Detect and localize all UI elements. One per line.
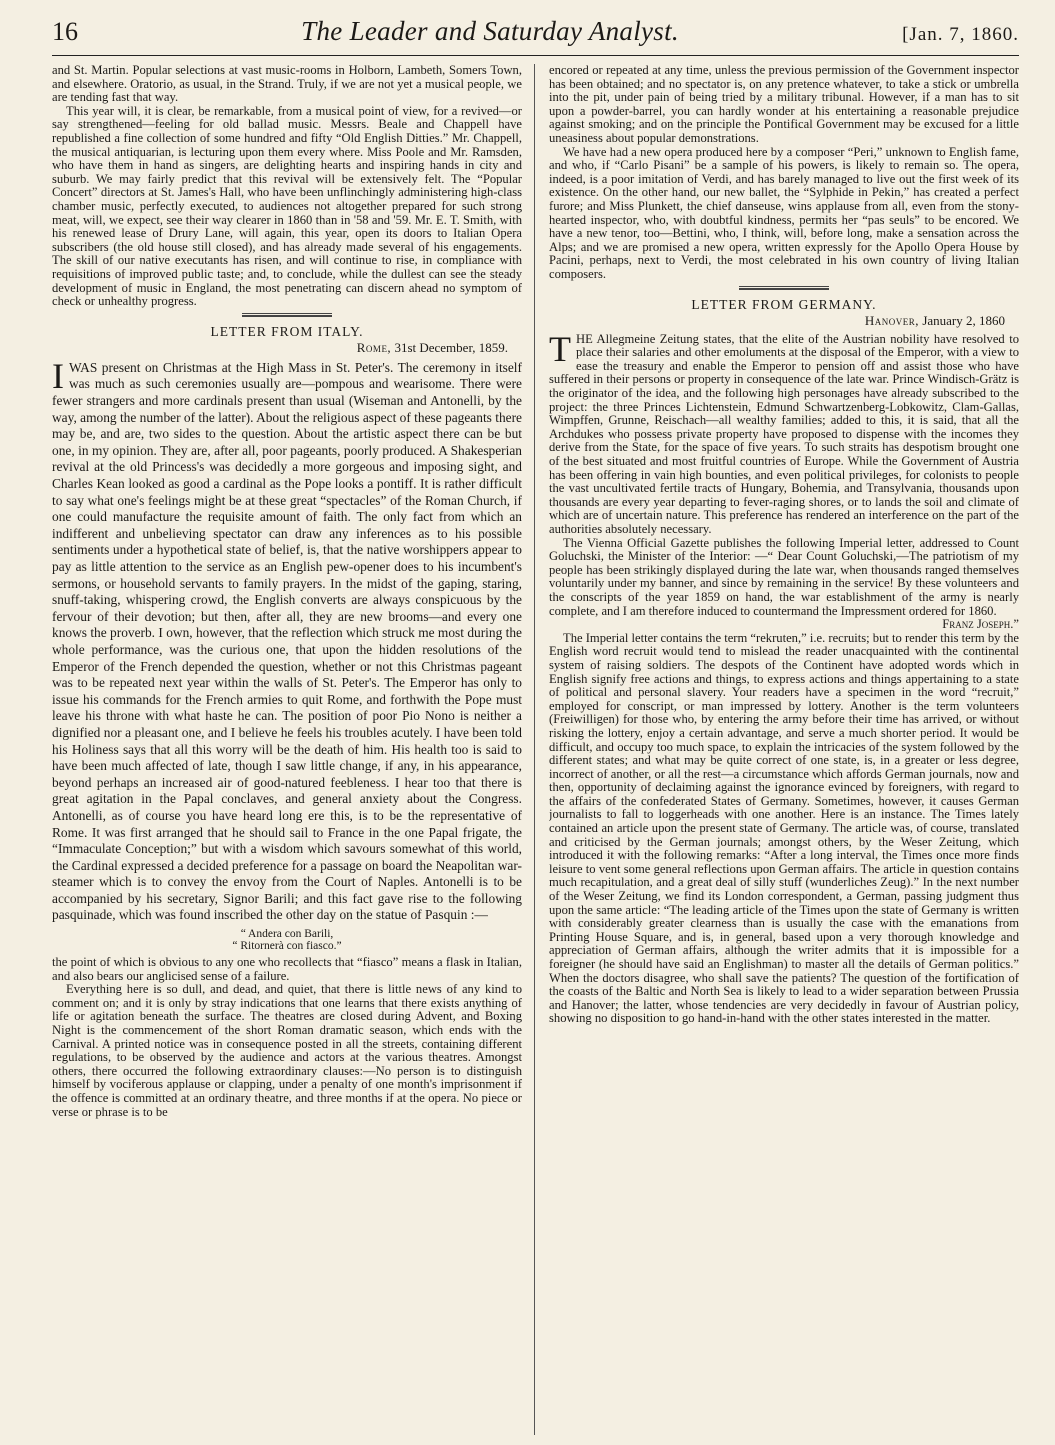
section-divider (739, 286, 829, 287)
italy-continued-paragraph: We have had a new opera produced here by a composer “Peri,” unknown to English fame, and who, if “Carlo Pisani” be a sample of his powers, is likely to remain so. The opera, indeed, is a poor imitation of Verdi, and has barely managed to live out the first week of its existence. On the other hand, our new ballet, the “Sylphide in Pekin,” has created a perfect furore; and Miss Plunkett, the chief danseuse, wins applause from all, even from the stony-hearted inspector, who, with doubtful kindness, permits her “pas seuls” to be encored. We have a new tenor, too—Bettini, who, I think, will, before long, make a sensation across the Alps; and we are promised a new opera, written expressly for the Apollo Opera House by Pacini, perhaps, next to Verdi, the most celebrated in his own country of living Italian composers. (549, 144, 1019, 281)
germany-paragraph: The Vienna Official Gazette publishes the following Imperial letter, addressed to Count Goluchski, the Minister of the Interior: —“ Dear Count Goluchski,—The patriotism of my people has been strikingly displayed during the late war, when thousands ranged themselves voluntarily under my banner, and since by remaining in the service! By these volunteers and the conscripts of the year 1859 on hand, the war establishment of the army is nearly complete, and I am therefore induced to countermand the Impressment ordered for 1860. (549, 535, 1019, 618)
right-column (549, 64, 1019, 1435)
verse-line: “ Andera con Barili, (240, 928, 334, 941)
italy-paragraph (52, 355, 522, 924)
pasquinade-verse (52, 928, 522, 952)
italy-paragraph-text: WAS present on Christmas at the High Mass in St. Peter's. The ceremony in itself was much as such ceremonies usually are—pompous and wearisome. There were fewer strangers and more cardinals present than usual (Wiseman and Antonelli, by the way, among the number of the latter). About the religious aspect of these pageants there may be, and are, two sides to the question. About the artistic aspect there can be but one, in my opinion. They are, after all, poor pageants, poorly produced. A Shakesperian revival at the old Princess's was decidedly a more gorgeous and imposing sight, and Charles Kean looked as good a cardinal as the Pope looks a pontiff. It is rather difficult to say what one's feelings might be at these great “spectacles” of the Roman Church, if one could manufacture the requisite amount of faith. The only fact from which an indifferent and unbelieving spectator can draw any inferences as to his possible sentiments under a hypothetical state of belief, is, that the native worshippers appear to pay as little attention to the service as an English pew-opener does to his incumbent's sermons, or household servants to family prayers. In the midst of the gaping, staring, snuff-taking, whispering crowd, the English converts are always conspicuous by the fervour of their devotion; but then, after all, they are new brooms—and every one knows the proverb. I own, however, that the reflection which struck me most during the whole performance, was the curious one, that upon the hidden resolutions of the Emperor of the French depended the question, whether or not this Christmas pageant was to be repeated next year within the walls of St. Peter's. The Emperor has only to issue his commands for the French armies to quit Rome, and forthwith the Pope must leave his throne with what haste he can. The position of poor Pio Nono is neither a dignified nor a pleasant one, and I believe he feels his troubles acutely. I have been told his Holiness says that all this worry will be the death of him. His health too is said to have been much affected of late, though I saw little change, if any, in his appearance, beyond perhaps an increased air of good-natured feebleness. I hear too that there is great agitation in the Papal conclaves, and general anxiety about the Congress. Antonelli, as of course you have heard long ere this, is to be the representative of Rome. It was first arranged that he should sail to France in the one Papal frigate, the “Immaculate Conception;” but with a wisdom which savours somewhat of this world, the Cardinal expressed a decided preference for a passage on board the Neapolitan war-steamer which is to convey the envoy from the Court of Naples. Antonelli is to be accompanied by his secretary, Signor Barili; and this fact gave rise to the following pasquinade, which was found inscribed the other day on the statue of Pasquin :— (52, 359, 522, 923)
italy-paragraph: the point of which is obvious to any one who recollects that “fiasco” means a flask in Italian, and also bears our anglicised sense of a failure. (52, 955, 522, 983)
music-paragraph: and St. Martin. Popular selections at vast music-rooms in Holborn, Lambeth, Somers Town, and elsewhere. Oratorio, as usual, in the Strand. Truly, if we are not yet a musical people, we are tending fast that way. (52, 64, 522, 105)
page-header (52, 16, 1019, 56)
dateline-date: 31st December, 1859. (391, 340, 508, 356)
section-divider (242, 315, 332, 317)
germany-paragraph: The Imperial letter contains the term “rekruten,” i.e. recruits; but to render this term by the English word recruit would tend to mislead the reader unacquainted with the continental system of raising soldiers. The despots of the Continent have adopted words which in English signify free actions and things, to express actions and things appertaining to a state of political and personal slavery. Your readers have a specimen in the word “recruit,” employed for conscript, or man impressed by lottery. Another is the term volunteers (Freiwilligen) for those who, by entering the army before their time has arrived, or without risking the lottery, enjoy a certain advantage, and serve a much shorter period. It would be difficult, and occupy too much space, to explain the intricacies of the system followed by the different states; and what may be quite correct of one state, is, in a greater or less degree, incorrect of another, or all the rest—a circumstance which affords German journals, now and then, opportunity of declaiming against the ignorance evinced by foreigners, with regard to the affairs of the confederated States of Germany. Sometimes, however, it causes German journalists to fall to loggerheads with one another. Here is an instance. The Times lately contained an article upon the present state of Germany. The article was, of course, translated and criticised by the German journals; amongst others, by the Weser Zeitung, which introduced it with the following remarks: “After a long interval, the Times once more finds leisure to vent some general reflections upon German affairs. The article in question contains much recapitulation, and a great deal of silly stuff (wunderliches Zeug).” In the next number of the Weser Zeitung, we find its London correspondent, a German, passing judgment thus upon the same article: “The leading article of the Times upon the state of Germany is written with considerably greater clearness than is usually the case with the emanations from Printing House Square, and is, in general, based upon a very thorough knowledge and appreciation of German affairs, although the writer admits that it is impossible for a foreigner (he should have said an Englishman) to master all the details of German politics.” When the doctors disagree, who shall save the patients? The question of the fortification of the coasts of the Baltic and North Sea is likely to lead to a wider separation between Prussia and Hanover; the latter, whose tendencies are very decidedly in favour of Austrian policy, showing no disposition to go hand-in-hand with the other states interested in the matter. (549, 630, 1019, 1026)
verse-line: “ Ritornerà con fiasco.” (232, 940, 342, 953)
page-number: 16 (52, 17, 78, 46)
section-divider (242, 313, 332, 314)
germany-paragraph (549, 328, 1019, 537)
dateline-place: Rome, (356, 340, 392, 356)
music-paragraph: This year will, it is clear, be remarkable, from a musical point of view, for a revived—or say strengthened—feeling for old ballad music. Messrs. Beale and Chappell have republished a fine collection of some hundred and fifty “Old English Ditties.” Mr. Chappell, the musical antiquarian, is lecturing upon them every where. Miss Poole and Mr. Ramsden, who have them in hand as singers, are delighting hearts and inspiring hands in city and suburb. We may fairly predict that this revival will be extensively felt. The “Popular Concert” directors at St. James's Hall, who have been unflinchingly administering high-class chamber music, perfectly executed, to audiences not altogether prepared for such strong meat, will, we expect, see their way clearer in 1860 than in '58 and '59. Mr. E. T. Smith, with his renewed lease of Drury Lane, will again, this year, open its doors to Italian Opera subscribers (the old house still closed), and has already made several of his engagements. The skill of our native executants has risen, and will continue to rise, in compliance with requisitions of improved public taste; and, to conclude, while the dullest can see the steady development of music in England, the most penetrating can discern ahead no symptom of check or unhealthy progress. (52, 103, 522, 309)
italy-continued-paragraph: encored or repeated at any time, unless the previous permission of the Government inspector has been obtained; and no spectator is, on any pretence whatever, to take a stick or umbrella into the pit, under pain of being tried by a military tribunal. However, if a man has to sit upon a powder-barrel, you can hardly wonder at his entertaining a reasonable prejudice against smoking; and on the principle the Pontifical Government may be excused for a little uneasiness about popular demonstrations. (549, 64, 1019, 145)
italy-paragraph: Everything here is so dull, and dead, and quiet, that there is little news of any kind to comment on; and it is only by stray indications that one learns that there exists anything of life or agitation beneath the surface. The theatres are closed during Advent, and Boxing Night is the commencement of the short Roman dramatic season, which ends with the Carnival. A printed notice was in consequence posted in all the streets, containing different regulations, to be observed by the audience and actors at the various theatres. Amongst others, there occurred the following extraordinary clauses:—No person is to distinguish himself by vociferous applause or clapping, under a penalty of one month's imprisonment if the offence is committed at an ordinary theatre, and three months if at the opera. No piece or verse or phrase is to be (52, 982, 522, 1119)
masthead-title: The Leader and Saturday Analyst. (301, 16, 679, 46)
issue-date: [Jan. 7, 1860. (902, 24, 1019, 45)
section-divider (739, 288, 829, 290)
drop-cap: I (52, 355, 64, 396)
germany-paragraph-text: HE Allegmeine Zeitung states, that the elite of the Austrian nobility have resolved to place their salaries and other emoluments at the disposal of the Emperor, with a view to ease the treasury and enable the Emperor to pension off and assist those who have suffered in their persons or property in consequence of the late war. Prince Windisch-Grätz is the originator of the idea, and the following high personages have already subscribed to the project: the three Princes Lichtenstein, Edmund Schwartzenberg-Lobkowitz, Clam-Gallas, Wimpffen, Grunne, Reischach—all wealthy families; added to this, it is said, that all the Archdukes who possess private property have proposed to dispense with the incomes they derive from the State, for the space of five years. To such straits has despotism brought one of the best situated and most fruitful countries of Europe. While the Government of Austria has been offering in vain high bounties, and even political privileges, for colonists to people the vast uncultivated fertile tracts of Hungary, Bohemia, and Transylvania, thousands upon thousands are every year departing to fever-raging shores, or to lands the soil and climate of which are of uncertain nature. This preference has rendered an interference on the part of the authorities absolutely necessary. (549, 331, 1019, 536)
letter-from-italy-title: LETTER FROM ITALY. (210, 323, 364, 339)
dateline-date: January 2, 1860 (919, 313, 1005, 329)
drop-cap: T (549, 328, 571, 369)
left-column (52, 64, 535, 1435)
italy-dateline (52, 341, 508, 355)
letter-from-germany-title: LETTER FROM GERMANY. (691, 296, 877, 312)
imperial-signature: Franz Joseph.” (942, 617, 1019, 632)
germany-dateline (549, 314, 1005, 328)
dateline-place: Hanover, (864, 313, 920, 329)
